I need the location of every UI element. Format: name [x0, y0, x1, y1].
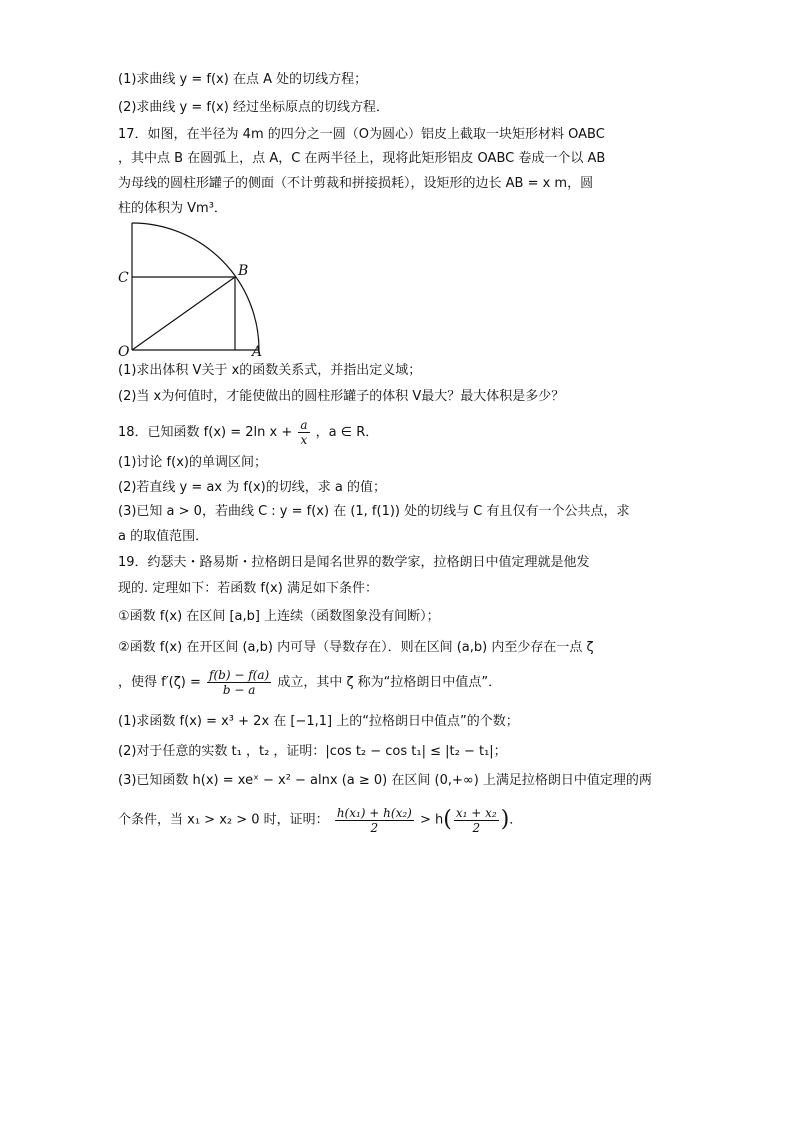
q17-stem-line4: 柱的体积为 Vm³．: [118, 201, 227, 216]
q19-lhs-num: h(x₁) + h(x₂): [336, 805, 412, 820]
left-paren: (: [443, 807, 452, 832]
q19-mvt-fraction: [207, 668, 271, 697]
q17-part1: (1)求出体积 V关于 x的函数关系式，并指出定义域；: [118, 363, 422, 378]
q18-stem: [118, 418, 378, 448]
q19-rhs-den: 2: [472, 820, 481, 835]
q18-part1: (1)讨论 f(x)的单调区间；: [118, 455, 267, 470]
q19-condition2: ②函数 f(x) 在开区间 (a,b) 内可导（导数存在）．则在区间 (a,b) 内至少存在一点 ζ: [118, 640, 594, 655]
label-A: A: [252, 344, 263, 360]
quarter-arc: [132, 223, 259, 350]
label-B: B: [238, 263, 249, 279]
q19-condition1: ①函数 f(x) 在区间 [a,b] 上连续（函数图象没有间断）；: [118, 609, 440, 624]
q19-part1: (1)求函数 f(x) = x³ + 2x 在 [−1,1] 上的“拉格朗日中值点”的个数；: [118, 714, 519, 729]
q18-frac-num: a: [300, 418, 308, 432]
label-O: O: [118, 344, 130, 360]
q19-rhs-fraction: [454, 806, 499, 835]
q17-stem-line2: ，其中点 B 在圆弧上，点 A，C 在两半径上，现将此矩形铝皮 OABC 卷成一个以 AB: [118, 151, 606, 166]
q17-part2: (2)当 x为何值时，才能使做出的圆柱形罐子的体积 V最大？最大体积是多少？: [118, 389, 565, 404]
segment-OB: [132, 277, 235, 350]
q19-c3-post: 成立，其中 ζ 称为“拉格朗日中值点”．: [277, 675, 502, 690]
right-paren: ): [500, 807, 510, 832]
q18-fraction: [298, 418, 309, 447]
q17-stem-line3: 为母线的圆柱形罐子的侧面（不计剪裁和拼接损耗），设矩形的边长 AB = x m，圆: [118, 176, 594, 191]
q18-stem-pre: 18．已知函数 f(x) = 2ln x +: [118, 425, 293, 440]
q19-part4: [118, 802, 522, 839]
q19-stem-line2: 现的. 定理如下：若函数 f(x) 满足如下条件：: [118, 581, 378, 596]
q19-rhs-num: x₁ + x₂: [455, 805, 497, 820]
q19-p4-post: ．: [509, 812, 523, 828]
q19-p4-pre: 个条件，当 x₁ > x₂ > 0 时，证明：: [118, 812, 329, 828]
q18-part2: (2)若直线 y = ax 为 f(x)的切线，求 a 的值；: [118, 480, 386, 495]
q19-lhs-fraction: [335, 806, 414, 835]
q18-part3: (3)已知 a > 0，若曲线 C : y = f(x) 在 (1, f(1)) 处的切线与 C 有且仅有一个公共点，求: [118, 504, 630, 519]
q16-part2: (2)求曲线 y = f(x) 经过坐标原点的切线方程．: [118, 100, 389, 115]
q19-part2: (2)对于任意的实数 t₁ ，t₂ ，证明：|cos t₂ − cos t₁| ≤ |t₂ − t₁|；: [118, 744, 507, 759]
q19-c3-pre: ，使得 f′(ζ) =: [118, 675, 201, 690]
q19-mvt-den: b − a: [222, 683, 256, 697]
q19-lhs-den: 2: [370, 820, 379, 835]
q18-part3-cont: a 的取值范围．: [118, 529, 209, 544]
q18-stem-post: ，a ∈ R．: [315, 425, 379, 440]
q19-p4-mid: > h: [419, 812, 444, 828]
q17-stem-line1: 17．如图，在半径为 4m 的四分之一圆（O为圆心）铝皮上截取一块矩形材料 OABC: [118, 127, 605, 142]
q16-part1: (1)求曲线 y = f(x) 在点 A 处的切线方程；: [118, 72, 368, 87]
label-C: C: [118, 270, 129, 286]
q18-frac-den: x: [300, 433, 308, 447]
q19-mvt-num: f(b) − f(a): [209, 668, 270, 682]
quarter-circle-figure: [110, 218, 270, 360]
q19-stem-line1: 19．约瑟夫・路易斯・拉格朗日是闻名世界的数学家，拉格朗日中值定理就是他发: [118, 555, 590, 570]
q19-condition3: [118, 666, 501, 700]
q19-part3: (3)已知函数 h(x) = xeˣ − x² − alnx (a ≥ 0) 在区间 (0,+∞) 上满足拉格朗日中值定理的两: [118, 773, 652, 788]
